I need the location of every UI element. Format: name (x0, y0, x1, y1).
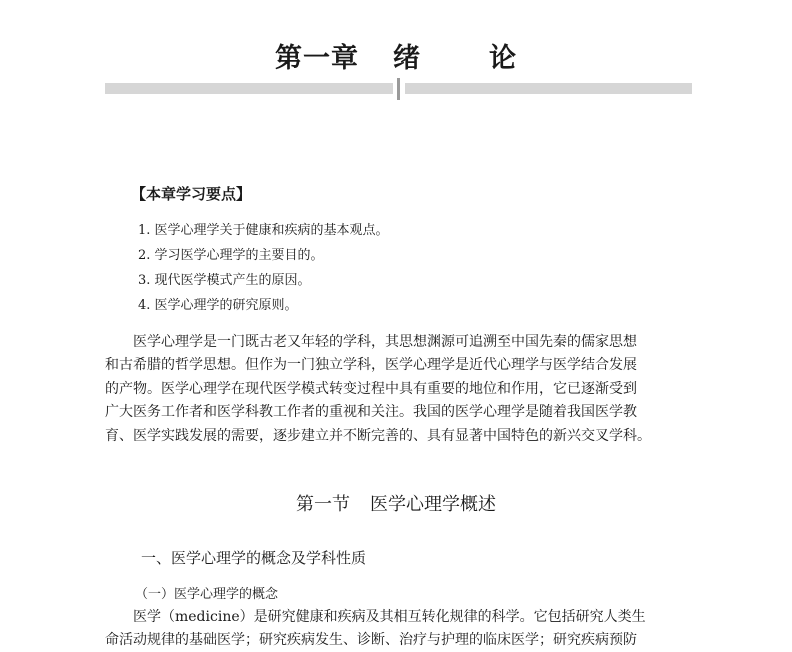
key-point-item: 3. 现代医学模式产生的原因。 (138, 273, 311, 288)
subheading: 一、医学心理学的概念及学科性质 (141, 549, 367, 567)
section-number: 第一节 (296, 494, 350, 515)
intro-line: 广大医务工作者和医学科教工作者的重视和关注。我国的医学心理学是随着我国医学教 (105, 404, 637, 421)
body-paragraph (105, 606, 692, 652)
chapter-number: 第一章 (275, 43, 359, 74)
chapter-title (0, 36, 792, 75)
intro-line: 医学心理学是一门既古老又年轻的学科，其思想渊源可追溯至中国先秦的儒家思想 (105, 334, 637, 350)
key-point-item: 2. 学习医学心理学的主要目的。 (138, 248, 324, 263)
intro-paragraph (105, 331, 692, 448)
intro-line: 育、医学实践发展的需要，逐步建立并不断完善的、具有显著中国特色的新兴交叉学科。 (105, 427, 651, 444)
title-rule-mark (397, 78, 400, 100)
section-name: 医学心理学概述 (370, 494, 496, 515)
key-points-heading: 【本章学习要点】 (131, 185, 252, 203)
body-line: 命活动规律的基础医学；研究疾病发生、诊断、治疗与护理的临床医学；研究疾病预防 (105, 632, 637, 648)
sub-subheading: （一）医学心理学的概念 (135, 587, 279, 602)
key-point-item: 1. 医学心理学关于健康和疾病的基本观点。 (138, 223, 389, 238)
intro-line: 和古希腊的哲学思想。但作为一门独立学科，医学心理学是近代心理学与医学结合发展 (105, 357, 637, 374)
body-line: 医学（medicine）是研究健康和疾病及其相互转化规律的科学。它包括研究人类生 (105, 609, 646, 625)
section-title (0, 490, 792, 516)
chapter-title-part-2: 论 (489, 43, 517, 74)
key-points-list (138, 218, 389, 318)
intro-line: 的产物。医学心理学在现代医学模式转变过程中具有重要的地位和作用，它已逐渐受到 (105, 380, 637, 397)
key-point-item: 4. 医学心理学的研究原则。 (138, 298, 298, 313)
title-rule-right (405, 83, 692, 94)
title-rule-left (105, 83, 393, 94)
chapter-title-part-1: 绪 (393, 43, 421, 74)
